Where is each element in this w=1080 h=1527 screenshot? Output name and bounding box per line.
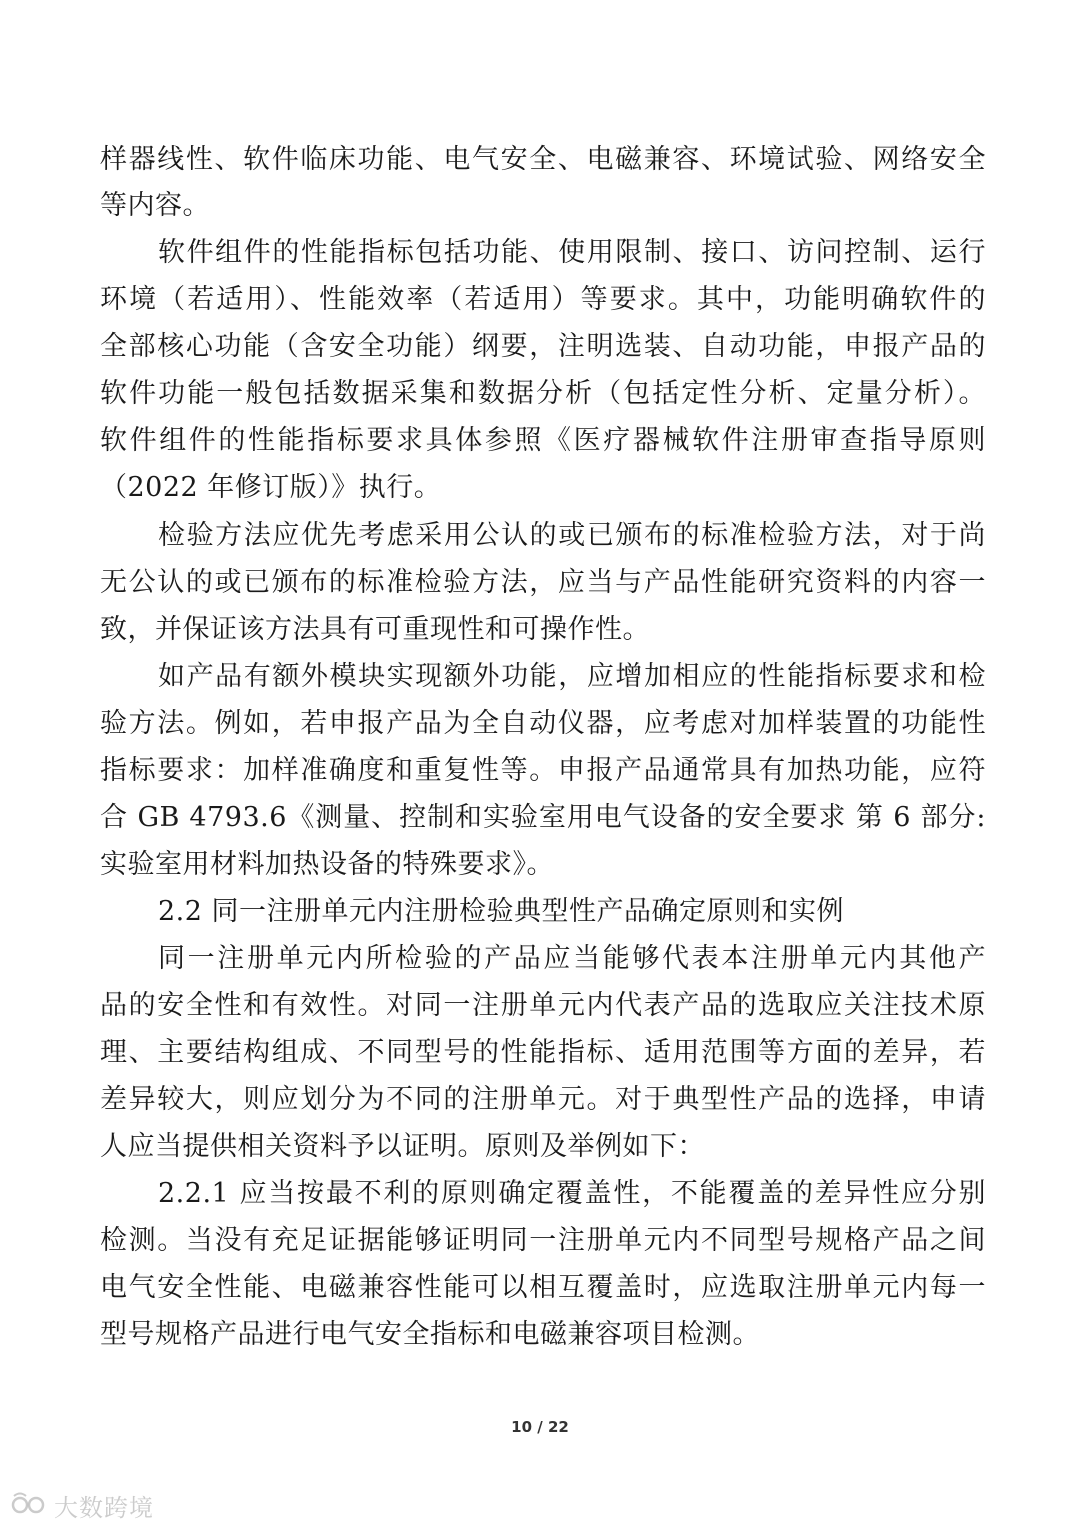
body-text-line: 如产品有额外模块实现额外功能，应增加相应的性能指标要求和检 [158, 661, 986, 692]
body-text-line: 电气安全性能、电磁兼容性能可以相互覆盖时，应选取注册单元内每一 [100, 1272, 986, 1303]
body-text-line: 致，并保证该方法具有可重现性和可操作性。 [100, 614, 650, 645]
body-text-line: 理、主要结构组成、不同型号的性能指标、适用范围等方面的差异，若 [100, 1037, 986, 1068]
body-text-line: 样器线性、软件临床功能、电气安全、电磁兼容、环境试验、网络安全 [100, 144, 986, 175]
body-text-line: 等内容。 [100, 190, 210, 221]
body-text-line: 合 GB 4793.6《测量、控制和实验室用电气设备的安全要求 第 6 部分: [100, 802, 986, 833]
body-text-line: 环境（若适用）、性能效率（若适用）等要求。其中，功能明确软件的 [100, 284, 986, 315]
body-text-line: 实验室用材料加热设备的特殊要求》。 [100, 849, 554, 880]
body-text-line: 检验方法应优先考虑采用公认的或已颁布的标准检验方法，对于尚 [158, 520, 986, 551]
body-text-line: 软件组件的性能指标包括功能、使用限制、接口、访问控制、运行 [158, 237, 986, 268]
section-heading: 2.2 同一注册单元内注册检验典型性产品确定原则和实例 [158, 896, 845, 927]
body-text-line: 软件功能一般包括数据采集和数据分析（包括定性分析、定量分析）。 [100, 378, 986, 409]
body-text-line: 同一注册单元内所检验的产品应当能够代表本注册单元内其他产 [158, 943, 986, 974]
body-text-line: 2.2.1 应当按最不利的原则确定覆盖性，不能覆盖的差异性应分别 [158, 1178, 986, 1209]
watermark [10, 1490, 154, 1520]
page-number: 10 / 22 [511, 1418, 569, 1436]
body-text-line: 品的安全性和有效性。对同一注册单元内代表产品的选取应关注技术原 [100, 990, 986, 1021]
watermark-logo-icon [10, 1490, 50, 1520]
body-text-line: 软件组件的性能指标要求具体参照《医疗器械软件注册审查指导原则 [100, 425, 986, 456]
body-text-line: 验方法。例如，若申报产品为全自动仪器，应考虑对加样装置的功能性 [100, 708, 986, 739]
body-text-line: 型号规格产品进行电气安全指标和电磁兼容项目检测。 [100, 1319, 760, 1350]
body-text-line: 差异较大，则应划分为不同的注册单元。对于典型性产品的选择，申请 [100, 1084, 986, 1115]
body-text-line: 全部核心功能（含安全功能）纲要，注明选装、自动功能，申报产品的 [100, 331, 986, 362]
body-text-line: 检测。当没有充足证据能够证明同一注册单元内不同型号规格产品之间 [100, 1225, 986, 1256]
body-text-line: （2022 年修订版）》执行。 [100, 472, 442, 503]
body-text-line: 无公认的或已颁布的标准检验方法，应当与产品性能研究资料的内容一 [100, 567, 986, 598]
watermark-text: 大数跨境 [54, 1493, 154, 1522]
body-text-line: 指标要求：加样准确度和重复性等。申报产品通常具有加热功能，应符 [100, 755, 986, 786]
body-text-line: 人应当提供相关资料予以证明。原则及举例如下： [100, 1131, 705, 1162]
